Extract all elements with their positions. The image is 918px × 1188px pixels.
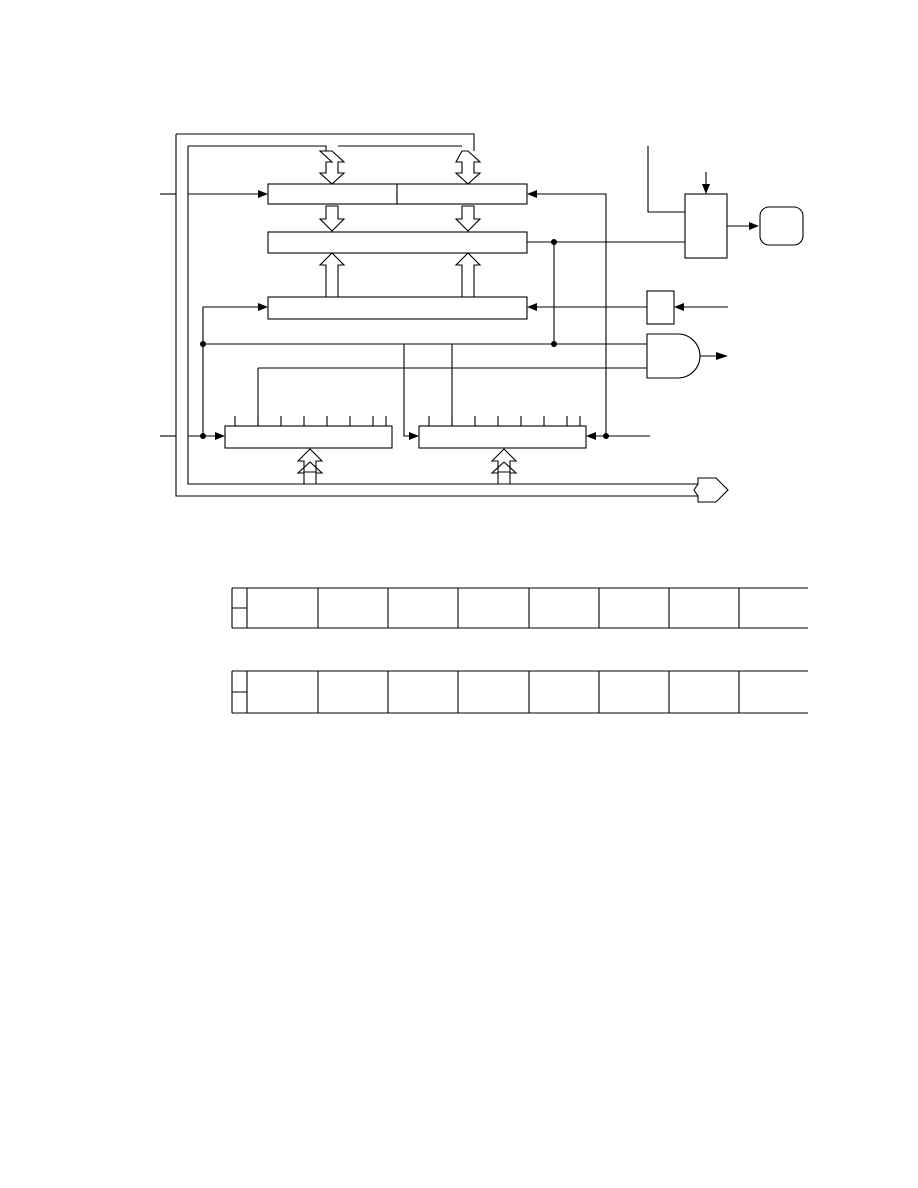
bus-arrow-latch-high xyxy=(320,151,344,184)
small-buffer-box xyxy=(647,291,674,324)
register-table-1 xyxy=(232,588,808,628)
logic-block-box xyxy=(685,194,727,258)
latch-to-compare-arrow-1 xyxy=(320,206,344,231)
bus-arrow-latch-low xyxy=(456,151,480,184)
external-bus-arrow xyxy=(694,478,728,502)
latch-high-box xyxy=(268,184,397,204)
bus-arrow-counter-low xyxy=(492,449,516,484)
reload-to-compare-arrow-1 xyxy=(320,253,344,297)
reload-register-box xyxy=(268,297,527,319)
reload-to-compare-arrow-2 xyxy=(456,253,480,297)
counter-high-box xyxy=(225,426,392,448)
register-table-2 xyxy=(232,671,808,713)
counter-low-box xyxy=(419,426,586,448)
latch-low-box xyxy=(397,184,527,204)
output-pin-box xyxy=(760,207,803,245)
and-gate-symbol xyxy=(647,334,700,378)
counter-low xyxy=(419,416,586,448)
latch-to-compare-arrow-2 xyxy=(456,206,480,231)
compare-register-box xyxy=(268,232,527,253)
bus-arrow-counter-high xyxy=(298,449,322,484)
counter-high xyxy=(225,416,392,448)
